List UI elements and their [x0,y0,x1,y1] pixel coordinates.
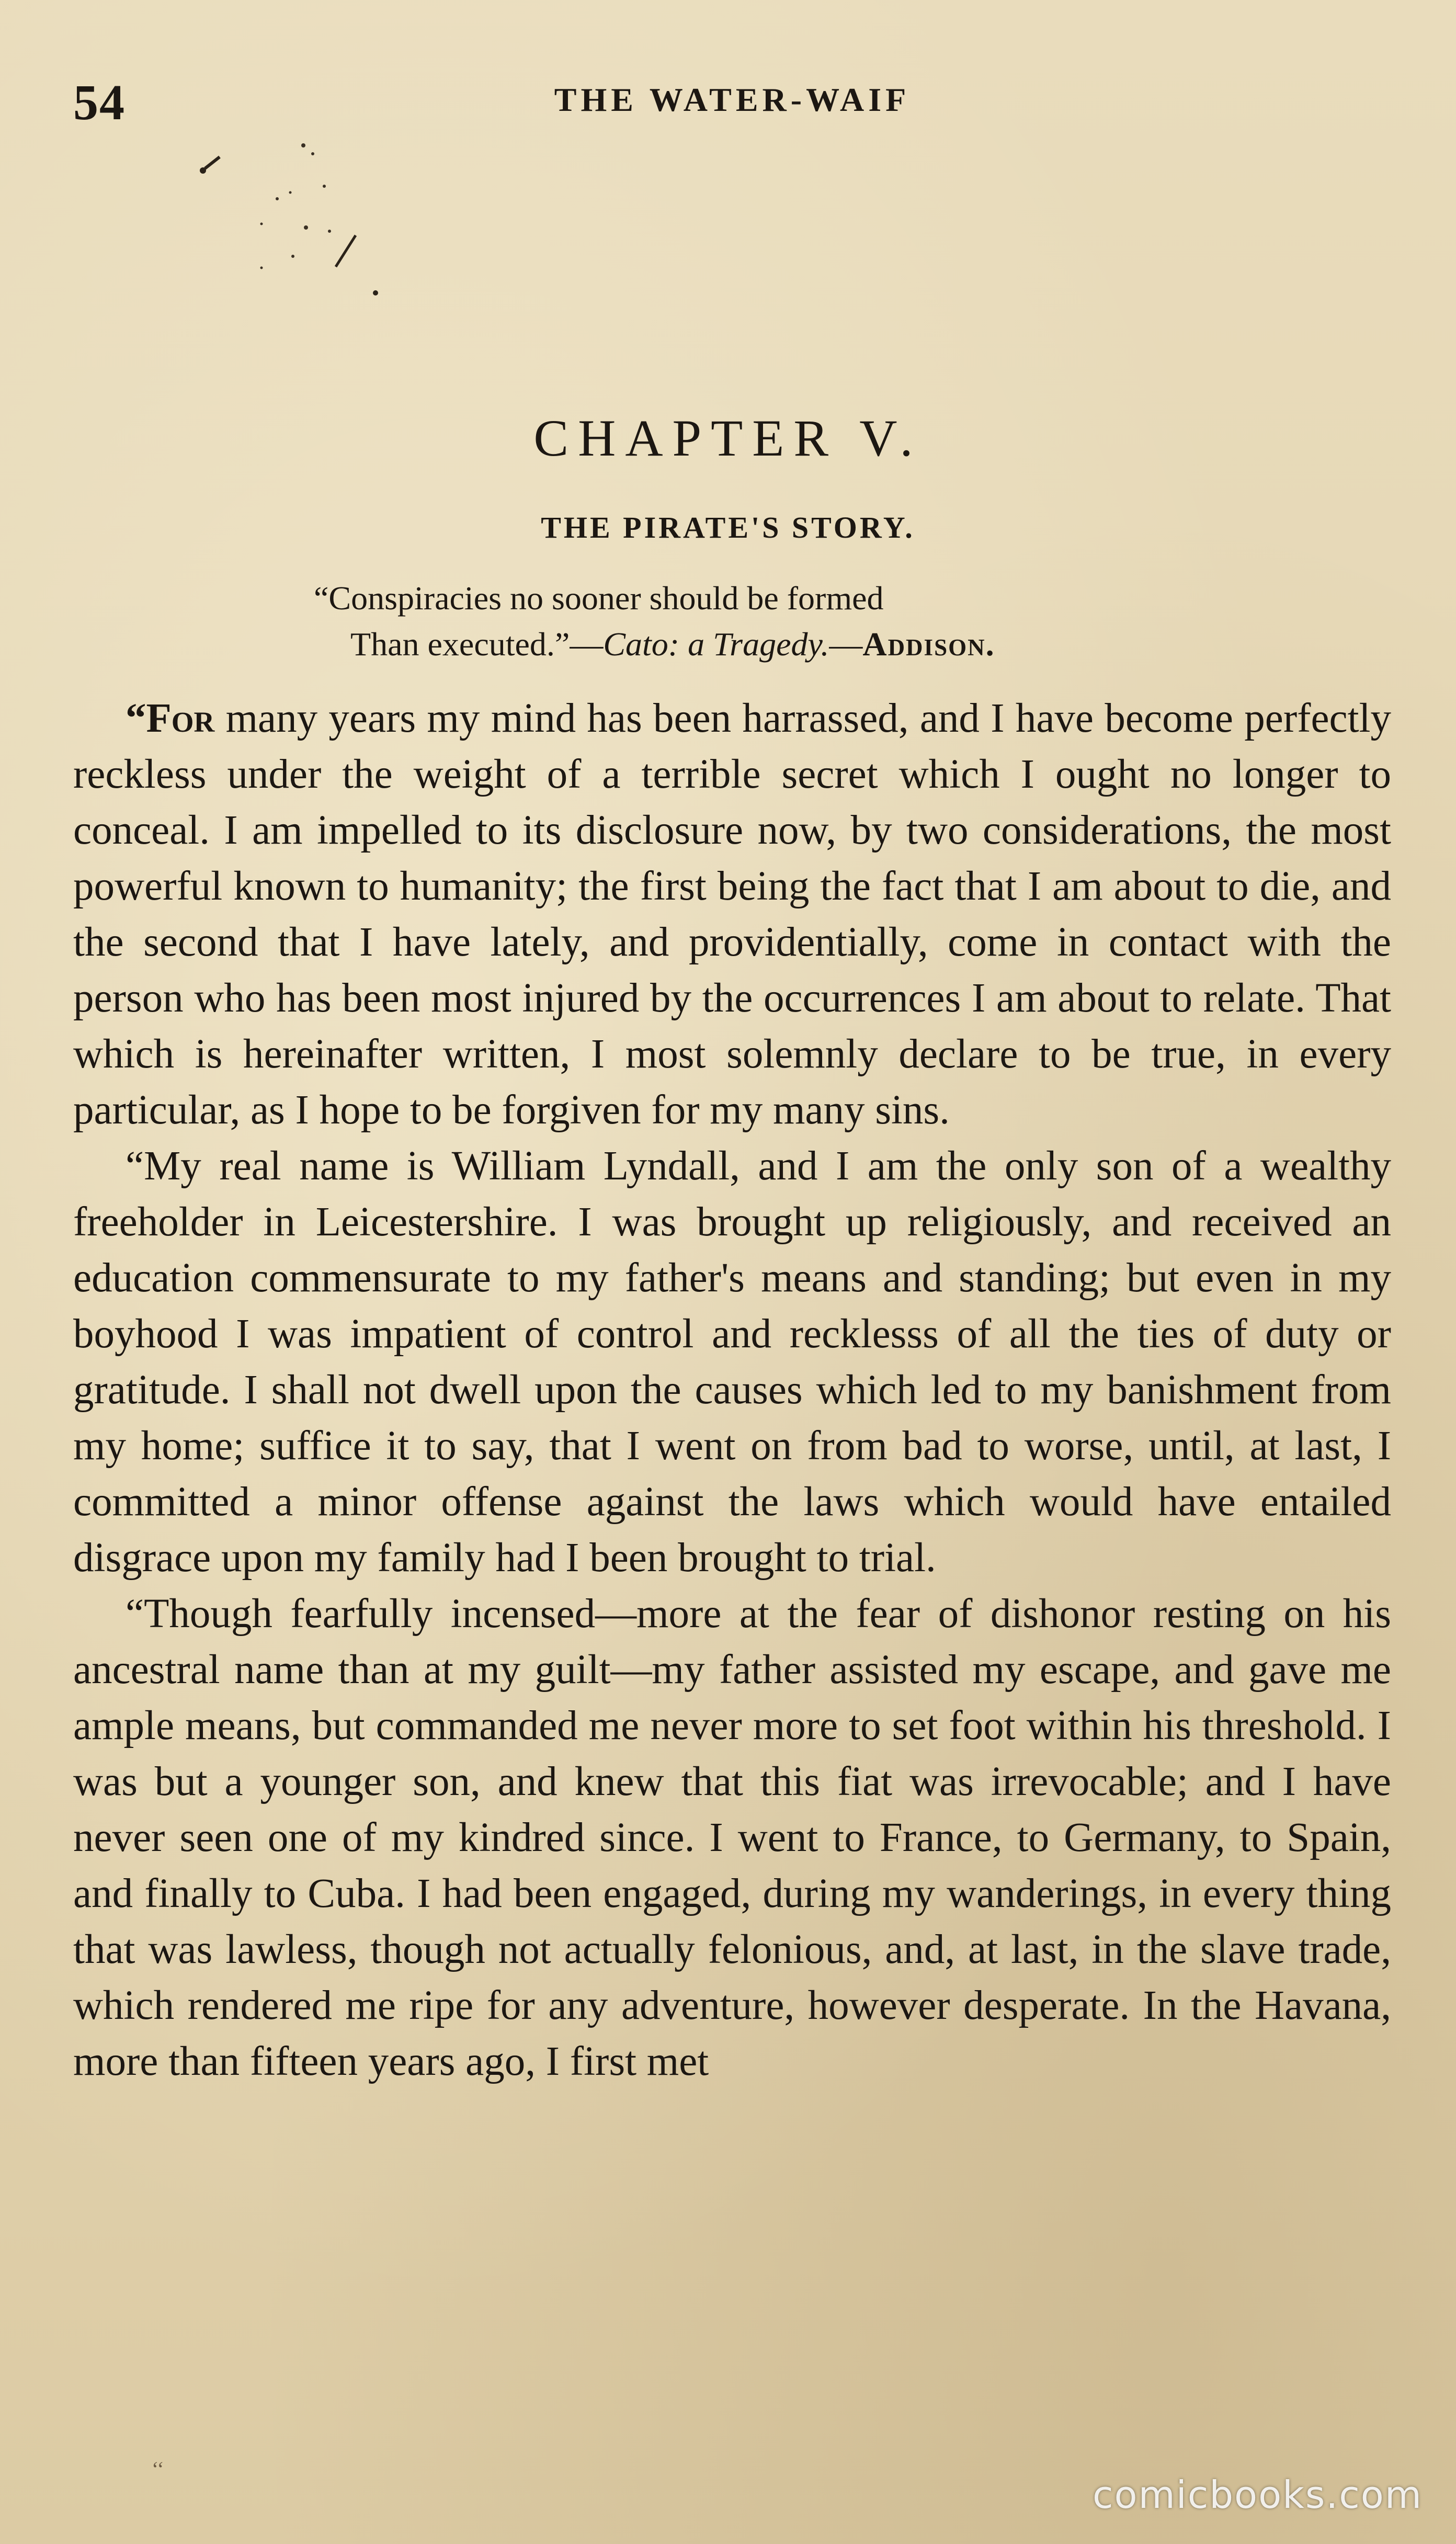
corner-mark: ‘‘ [152,2457,164,2481]
epigraph-line-2 [314,621,1255,667]
chapter-subtitle: THE PIRATE'S STORY. [541,510,915,544]
page-header [73,73,1391,136]
chapter-title: CHAPTER V. [533,409,923,467]
epigraph-dash: — [829,626,863,663]
epigraph [314,575,1255,667]
paragraph-3: “Though fearfully incensed—more at the fear of dishonor resting on his ancestral name than at my guilt—my father assisted my escape, and gave me ample means, but commanded me never more to set foot within his threshold. I was but a younger son, and knew that this fiat was irrevocable; and I have never seen one of my kindred since. I went to France, to Germany, to Spain, and finally to Cuba. I had been engaged, during my wanderings, in every thing that was lawless, though not actually felonious, and, at last, in the slave trade, which rendered me ripe for any adventure, however desperate. In the Havana, more than fifteen years ago, I first met [73,1591,1391,2084]
paragraph-1 [73,690,1391,1138]
page-number: 54 [73,74,126,130]
body-text [73,690,1391,2089]
epigraph-author: Addison. [862,626,995,663]
running-title: THE WATER-WAIF [554,81,911,118]
epigraph-line-1: “Conspiracies no sooner should be formed [314,580,884,617]
epigraph-line-2-start: Than executed.”— [350,626,604,663]
watermark: comicbooks.com [1092,2473,1423,2517]
ink-specks [199,136,418,324]
paragraph-1-text: many years my mind has been harrassed, and I have become perfectly reckless under the weight of a terrible secret which I ought no longer to conceal. I am impelled to its disclosure now, by two considerations, the most powerful known to humanity; the first being the fact that I am about to die, and the second that I have lately, and providentially, come in contact with the person who has been most injured by the occurrences I am about to relate. That which is hereinafter written, I most solemnly declare to be true, in every particular, as I hope to be forgiven for my many sins. [73,696,1391,1133]
epigraph-work: Cato: a Tragedy. [603,626,829,663]
paragraph-1-lead: “For [126,696,215,741]
paragraph-2: “My real name is William Lyndall, and I am the only son of a wealthy freeholder in Leicestershire. I was brought up religiously, and received an education commensurate to my father's means and standing; but even in my boyhood I was impatient of control and recklesss of all the ties of duty or gratitude. I shall not dwell upon the causes which led to my banishment from my home; suffice it to say, that I went on from bad to worse, until, at last, I committed a minor offense against the laws which would have entailed disgrace upon my family had I been brought to trial. [73,1143,1391,1581]
